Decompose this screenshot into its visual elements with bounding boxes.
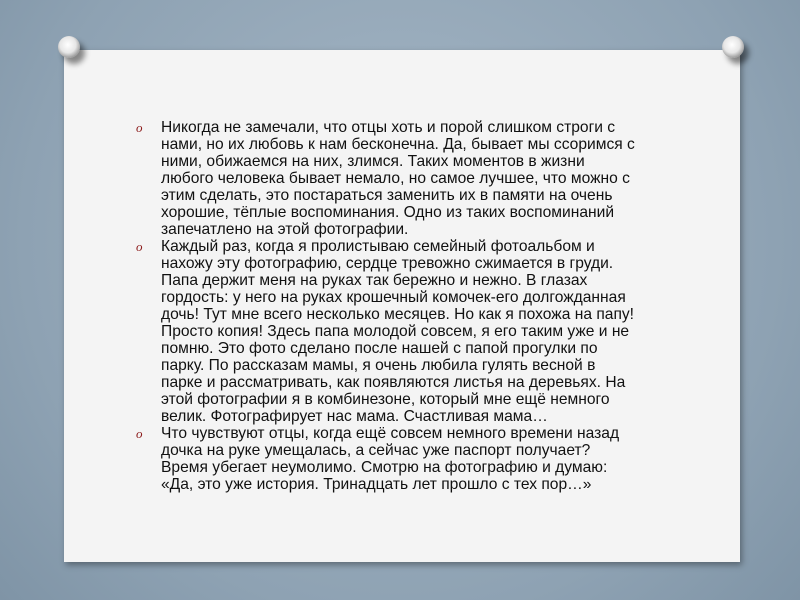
bullet-icon: o (136, 120, 143, 135)
paragraph-line: любого человека бывает немало, но самое лучшее, что можно с (161, 170, 630, 187)
paragraph-line: Каждый раз, когда я пролистываю семейный фотоальбом и (161, 238, 595, 255)
bullet-icon: o (136, 239, 143, 254)
paragraph-line: велик. Фотографирует нас мама. Счастливая мама… (161, 408, 548, 425)
slide-content (136, 119, 696, 493)
paragraph-line: хорошие, тёплые воспоминания. Одно из таких воспоминаний (161, 204, 615, 221)
paragraph-line: нахожу эту фотографию, сердце тревожно сжимается в груди. (161, 255, 614, 272)
paragraph-line: Никогда не замечали, что отцы хоть и порой слишком строги с (161, 119, 616, 136)
paragraph-line: дочка на руке умещалась, а сейчас уже паспорт получает? (161, 442, 591, 459)
paragraph-line: дочь! Тут мне всего несколько месяцев. Но как я похожа на папу! (161, 306, 635, 323)
paragraph-line: запечатлено на этой фотографии. (161, 221, 409, 238)
paragraph-line: этой фотографии я в комбинезоне, который мне ещё немного (161, 391, 610, 408)
paragraph-line: «Да, это уже история. Тринадцать лет прошло с тех пор…» (161, 476, 592, 493)
bullet-icon: o (136, 426, 143, 441)
paragraph-line: Время убегает неумолимо. Смотрю на фотографию и думаю: (161, 459, 608, 476)
pushpin-icon (722, 36, 744, 58)
paragraph-line: ними, обижаемся на них, злимся. Таких моментов в жизни (161, 153, 585, 170)
bullet-paragraph (136, 238, 696, 425)
bullet-paragraph (136, 119, 696, 238)
paragraph-line: Что чувствуют отцы, когда ещё совсем немного времени назад (161, 425, 620, 442)
paragraph-line: этим сделать, это постараться заменить их в памяти на очень (161, 187, 613, 204)
paragraph-line: парке и рассматривать, как появляются листья на деревьях. На (161, 374, 626, 391)
paragraph-line: Просто копия! Здесь папа молодой совсем, я его таким уже и не (161, 323, 630, 340)
pushpin-icon (58, 36, 80, 58)
paragraph-line: гордость: у него на руках крошечный комочек-его долгожданная (161, 289, 626, 306)
paragraph-line: Папа держит меня на руках так бережно и нежно. В глазах (161, 272, 588, 289)
paragraph-line: помню. Это фото сделано после нашей с папой прогулки по (161, 340, 598, 357)
bullet-paragraph (136, 425, 696, 493)
paragraph-line: парку. По рассказам мамы, я очень любила гулять весной в (161, 357, 596, 374)
paragraph-line: нами, но их любовь к нам бесконечна. Да, бывает мы ссоримся с (161, 136, 635, 153)
